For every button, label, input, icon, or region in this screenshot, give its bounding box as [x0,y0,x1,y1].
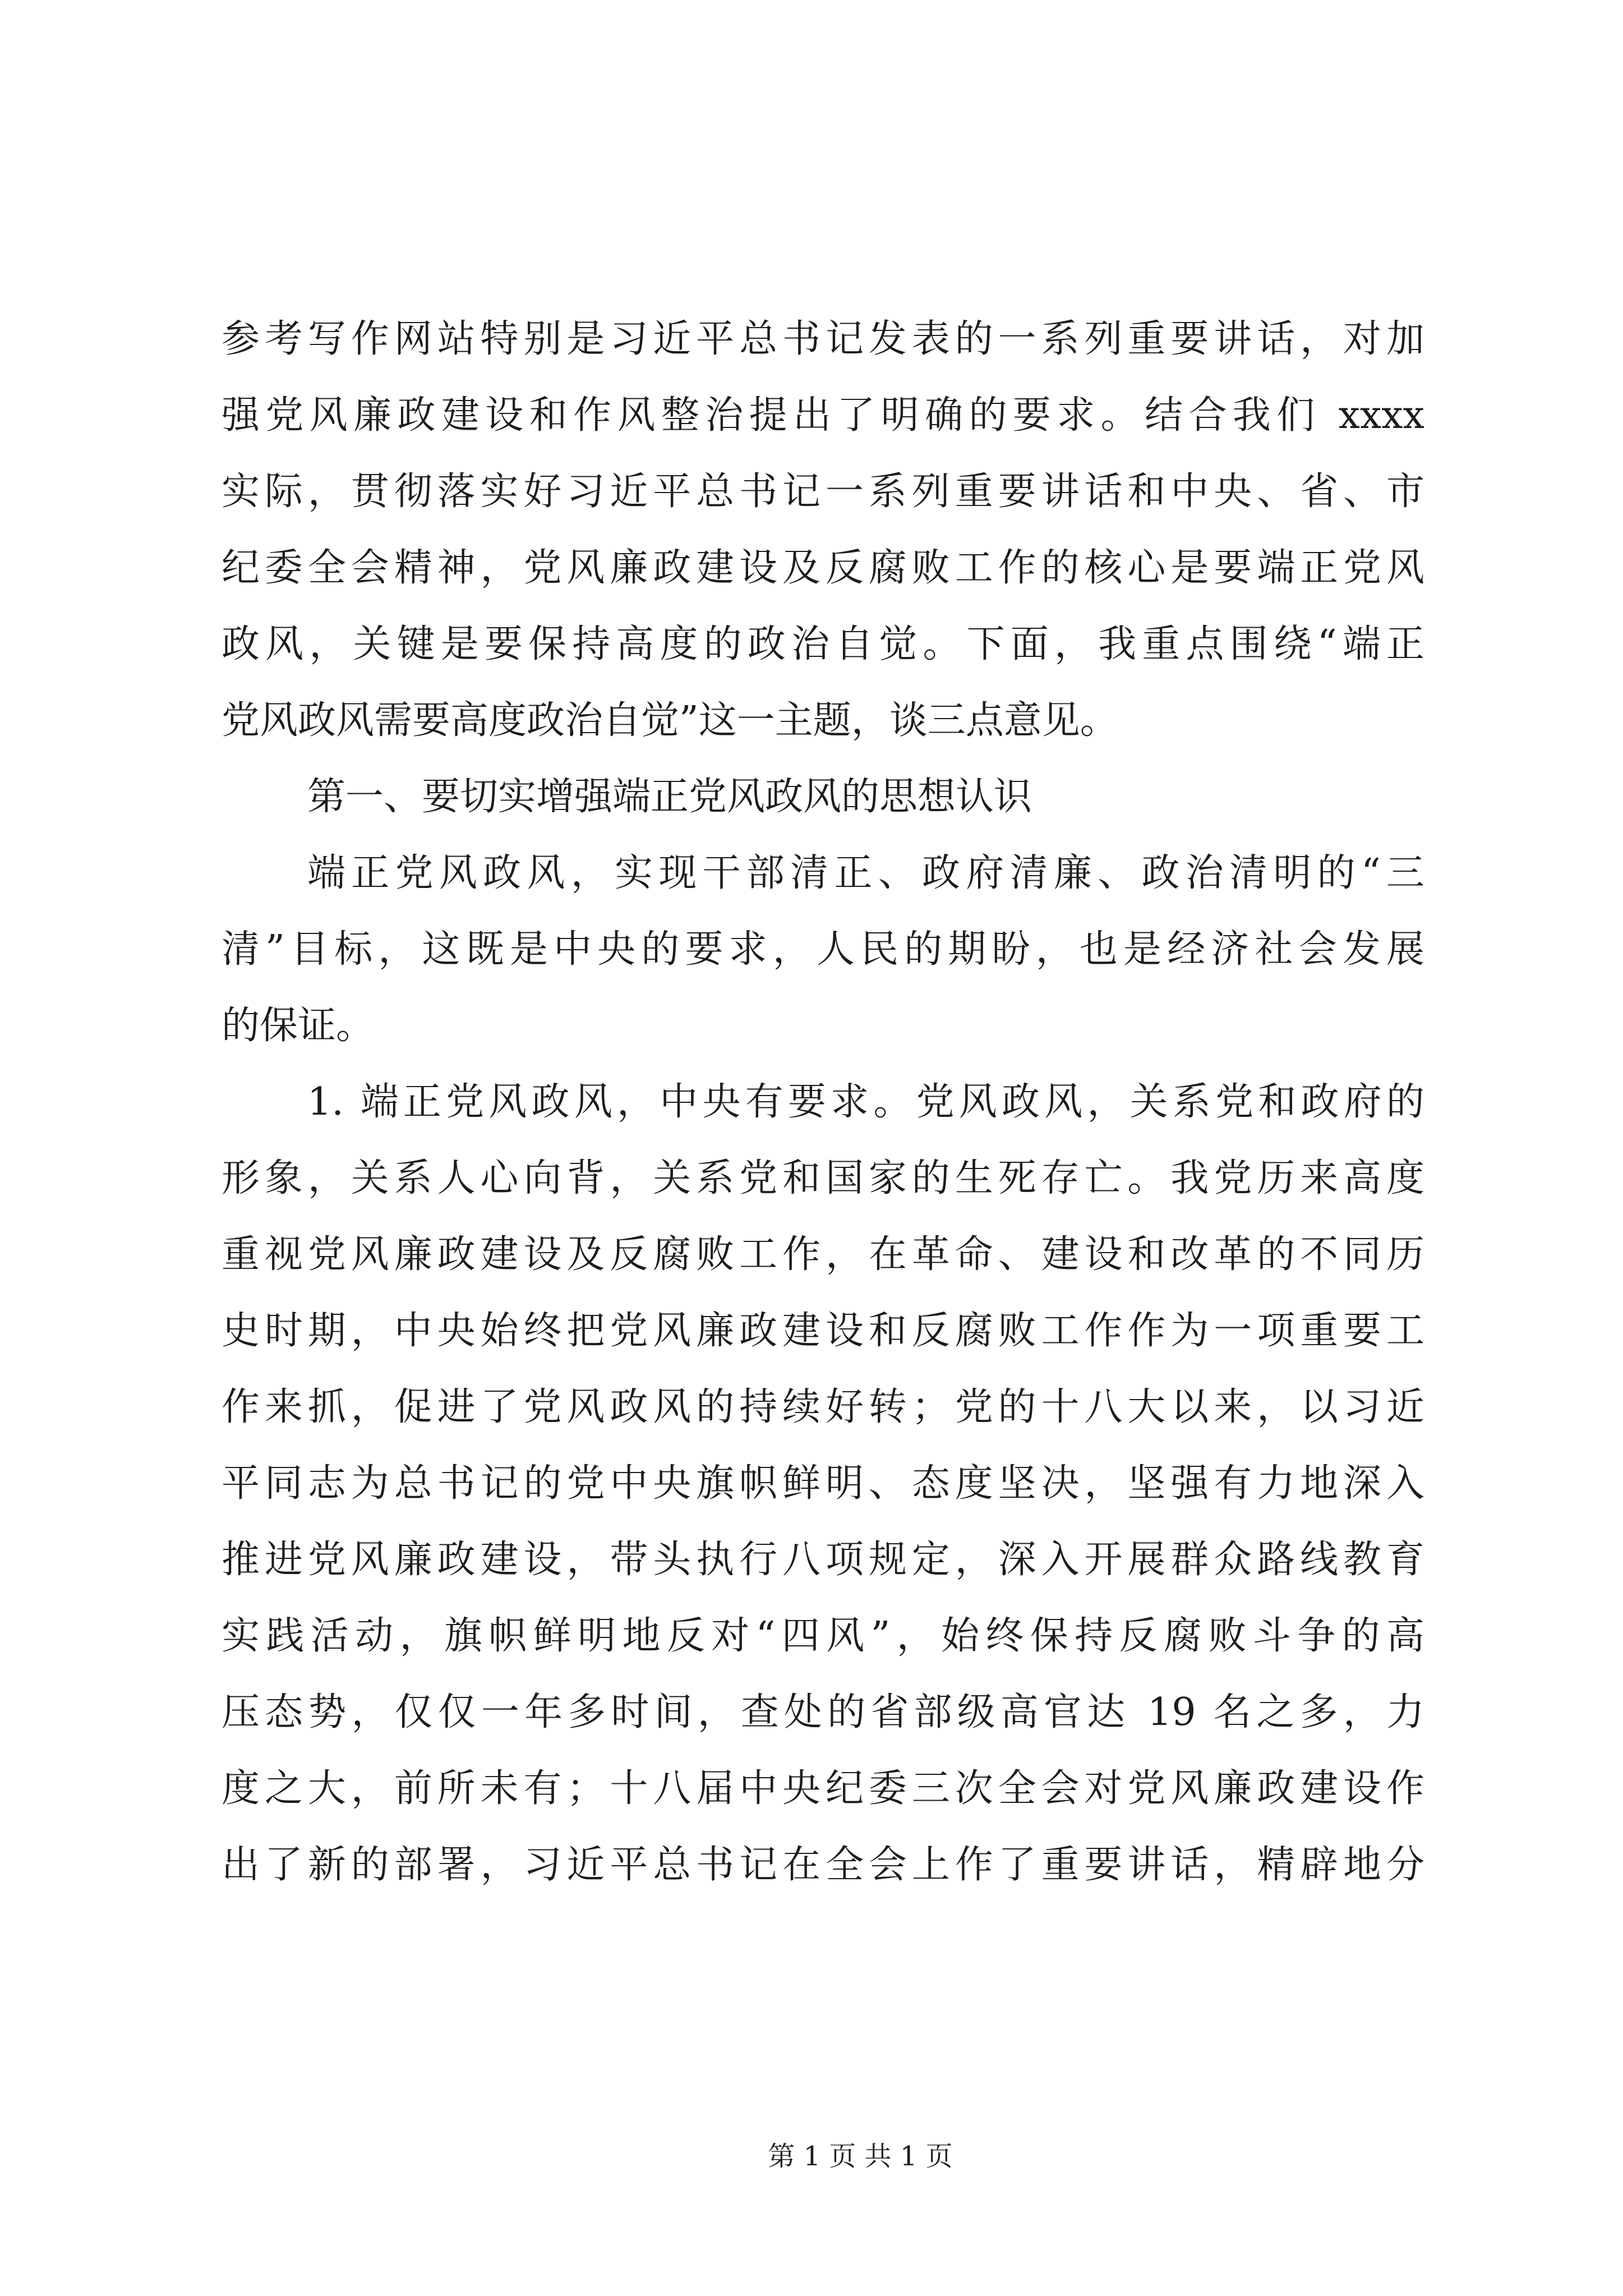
body-line: 清”目标，这既是中央的要求，人民的期盼，也是经济社会发展 [222,927,1424,972]
body-line: 压态势，仅仅一年多时间，查处的省部级高官达 19 名之多，力 [222,1690,1424,1734]
body-line: 度之大，前所未有；十八届中央纪委三次全会对党风廉政建设作 [222,1766,1424,1811]
body-line: 的保证。 [222,1004,375,1048]
body-line: 党风政风需要高度政治自觉”这一主题，谈三点意见。 [222,698,1118,743]
body-line: 纪委全会精神，党风廉政建设及反腐败工作的核心是要端正党风 [222,546,1424,590]
body-line: 实际，贯彻落实好习近平总书记一系列重要讲话和中央、省、市 [222,470,1424,514]
body-line: 参考写作网站特别是习近平总书记发表的一系列重要讲话，对加 [222,317,1424,361]
body-line: 平同志为总书记的党中央旗帜鲜明、态度坚决，坚强有力地深入 [222,1461,1424,1506]
body-line: 强党风廉政建设和作风整治提出了明确的要求。结合我们 xxxx [222,393,1424,438]
body-line: 作来抓，促进了党风政风的持续好转；党的十八大以来，以习近 [222,1385,1424,1429]
body-line: 政风，关键是要保持高度的政治自觉。下面，我重点围绕“端正 [222,622,1424,666]
section-heading: 第一、要切实增强端正党风政风的思想认识 [307,775,1032,819]
body-line: 出了新的部署，习近平总书记在全会上作了重要讲话，精辟地分 [222,1843,1424,1887]
body-line: 实践活动，旗帜鲜明地反对“四风”，始终保持反腐败斗争的高 [222,1614,1424,1658]
document-body [222,301,1424,1903]
body-line: 端正党风政风，实现干部清正、政府清廉、政治清明的“三 [307,851,1424,895]
body-line: 1. 端正党风政风，中央有要求。党风政风，关系党和政府的 [307,1080,1424,1124]
body-line: 史时期，中央始终把党风廉政建设和反腐败工作作为一项重要工 [222,1309,1424,1353]
body-line: 形象，关系人心向背，关系党和国家的生死存亡。我党历来高度 [222,1156,1424,1200]
body-line: 推进党风廉政建设，带头执行八项规定，深入开展群众路线教育 [222,1538,1424,1582]
body-line: 重视党风廉政建设及反腐败工作，在革命、建设和改革的不同历 [222,1232,1424,1277]
page-footer: 第 1 页 共 1 页 [768,2141,953,2172]
